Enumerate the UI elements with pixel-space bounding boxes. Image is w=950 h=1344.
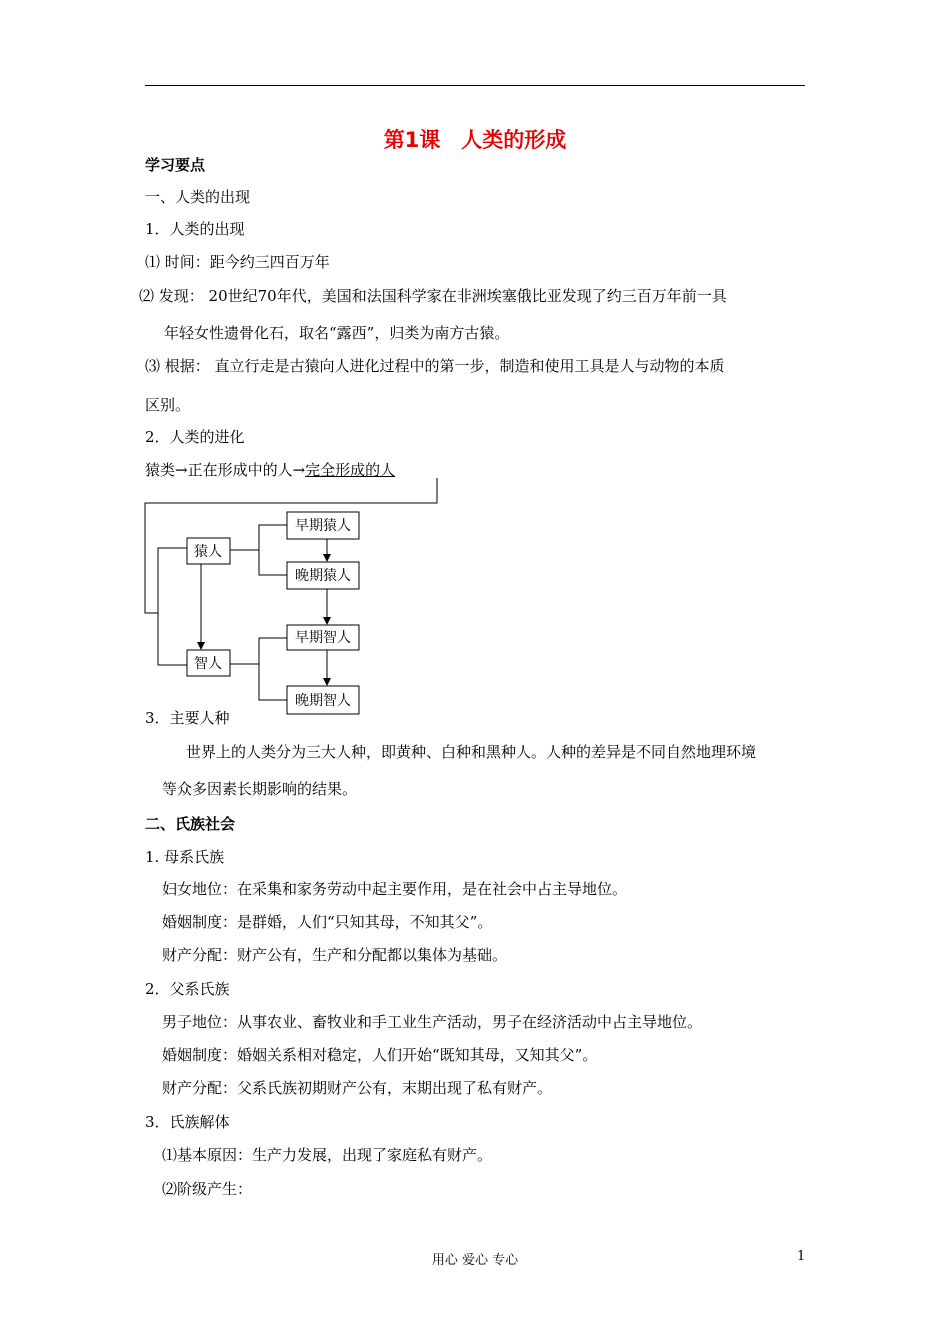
section2-sub1: 1. 母系氏族	[145, 848, 225, 866]
section1-sub3: 3．主要人种	[145, 709, 230, 727]
dissolution-reason: ⑴基本原因：生产力发展，出现了家庭私有财产。	[162, 1146, 493, 1164]
inner-bracket-line	[158, 548, 187, 665]
section1-item2-line1: ⑵ 发现： 20世纪70年代，美国和法国科学家在非洲埃塞俄比亚发现了约三百万年前一具	[139, 287, 727, 305]
page-number: 1	[797, 1249, 806, 1264]
section1-sub2: 2．人类的进化	[145, 428, 245, 446]
label-yuanren: 猿人	[194, 544, 222, 560]
zhiren-branch-line	[259, 638, 287, 700]
section1-heading: 一、人类的出现	[145, 188, 251, 206]
section1-item1: ⑴ 时间：距今约三四百万年	[145, 253, 330, 271]
section1-sub1: 1．人类的出现	[145, 220, 245, 238]
section1-item2-line2: 年轻女性遗骨化石，取名“露西”，归类为南方古猿。	[164, 324, 510, 342]
patrilineal-property: 财产分配：父系氏族初期财产公有，末期出现了私有财产。	[162, 1079, 553, 1097]
patrilineal-marriage: 婚姻制度：婚姻关系相对稳定，人们开始“既知其母，又知其父”。	[162, 1046, 598, 1064]
label-wanqi-zhiren: 晚期智人	[295, 693, 351, 709]
page-title: 第1课 人类的形成	[383, 128, 567, 152]
key-points-heading: 学习要点	[145, 156, 206, 174]
section2-heading: 二、氏族社会	[145, 815, 236, 833]
race-line2: 等众多因素长期影响的结果。	[162, 780, 358, 798]
outer-bracket-line	[145, 478, 437, 613]
race-line1: 世界上的人类分为三大人种，即黄种、白种和黑种人。人种的差异是不同自然地理环境	[186, 743, 757, 761]
section1-item3-line1: ⑶ 根据： 直立行走是古猿向人进化过程中的第一步，制造和使用工具是人与动物的本质	[145, 357, 725, 375]
label-zhiren: 智人	[194, 656, 222, 672]
evolution-part2: 完全形成的人	[305, 461, 396, 479]
matrilineal-property: 财产分配：财产公有，生产和分配都以集体为基础。	[162, 946, 508, 964]
footer-motto: 用心 爱心 专心	[431, 1253, 519, 1268]
section2-sub2: 2．父系氏族	[145, 980, 230, 998]
label-zaoqi-yuanren: 早期猿人	[295, 518, 351, 534]
yuanren-branch-line	[259, 525, 287, 575]
section1-item3-line2: 区别。	[145, 396, 191, 414]
patrilineal-men-status: 男子地位：从事农业、畜牧业和手工业生产活动，男子在经济活动中占主导地位。	[162, 1013, 703, 1031]
evolution-part1: 猿类→正在形成中的人→	[145, 461, 306, 479]
label-wanqi-yuanren: 晚期猿人	[295, 568, 351, 584]
dissolution-classes: ⑵阶级产生：	[162, 1180, 253, 1198]
matrilineal-women-status: 妇女地位：在采集和家务劳动中起主要作用，是在社会中占主导地位。	[162, 880, 628, 898]
label-zaoqi-zhiren: 早期智人	[295, 630, 351, 646]
matrilineal-marriage: 婚姻制度：是群婚，人们“只知其母，不知其父”。	[162, 913, 493, 931]
section2-sub3: 3．氏族解体	[145, 1113, 230, 1131]
